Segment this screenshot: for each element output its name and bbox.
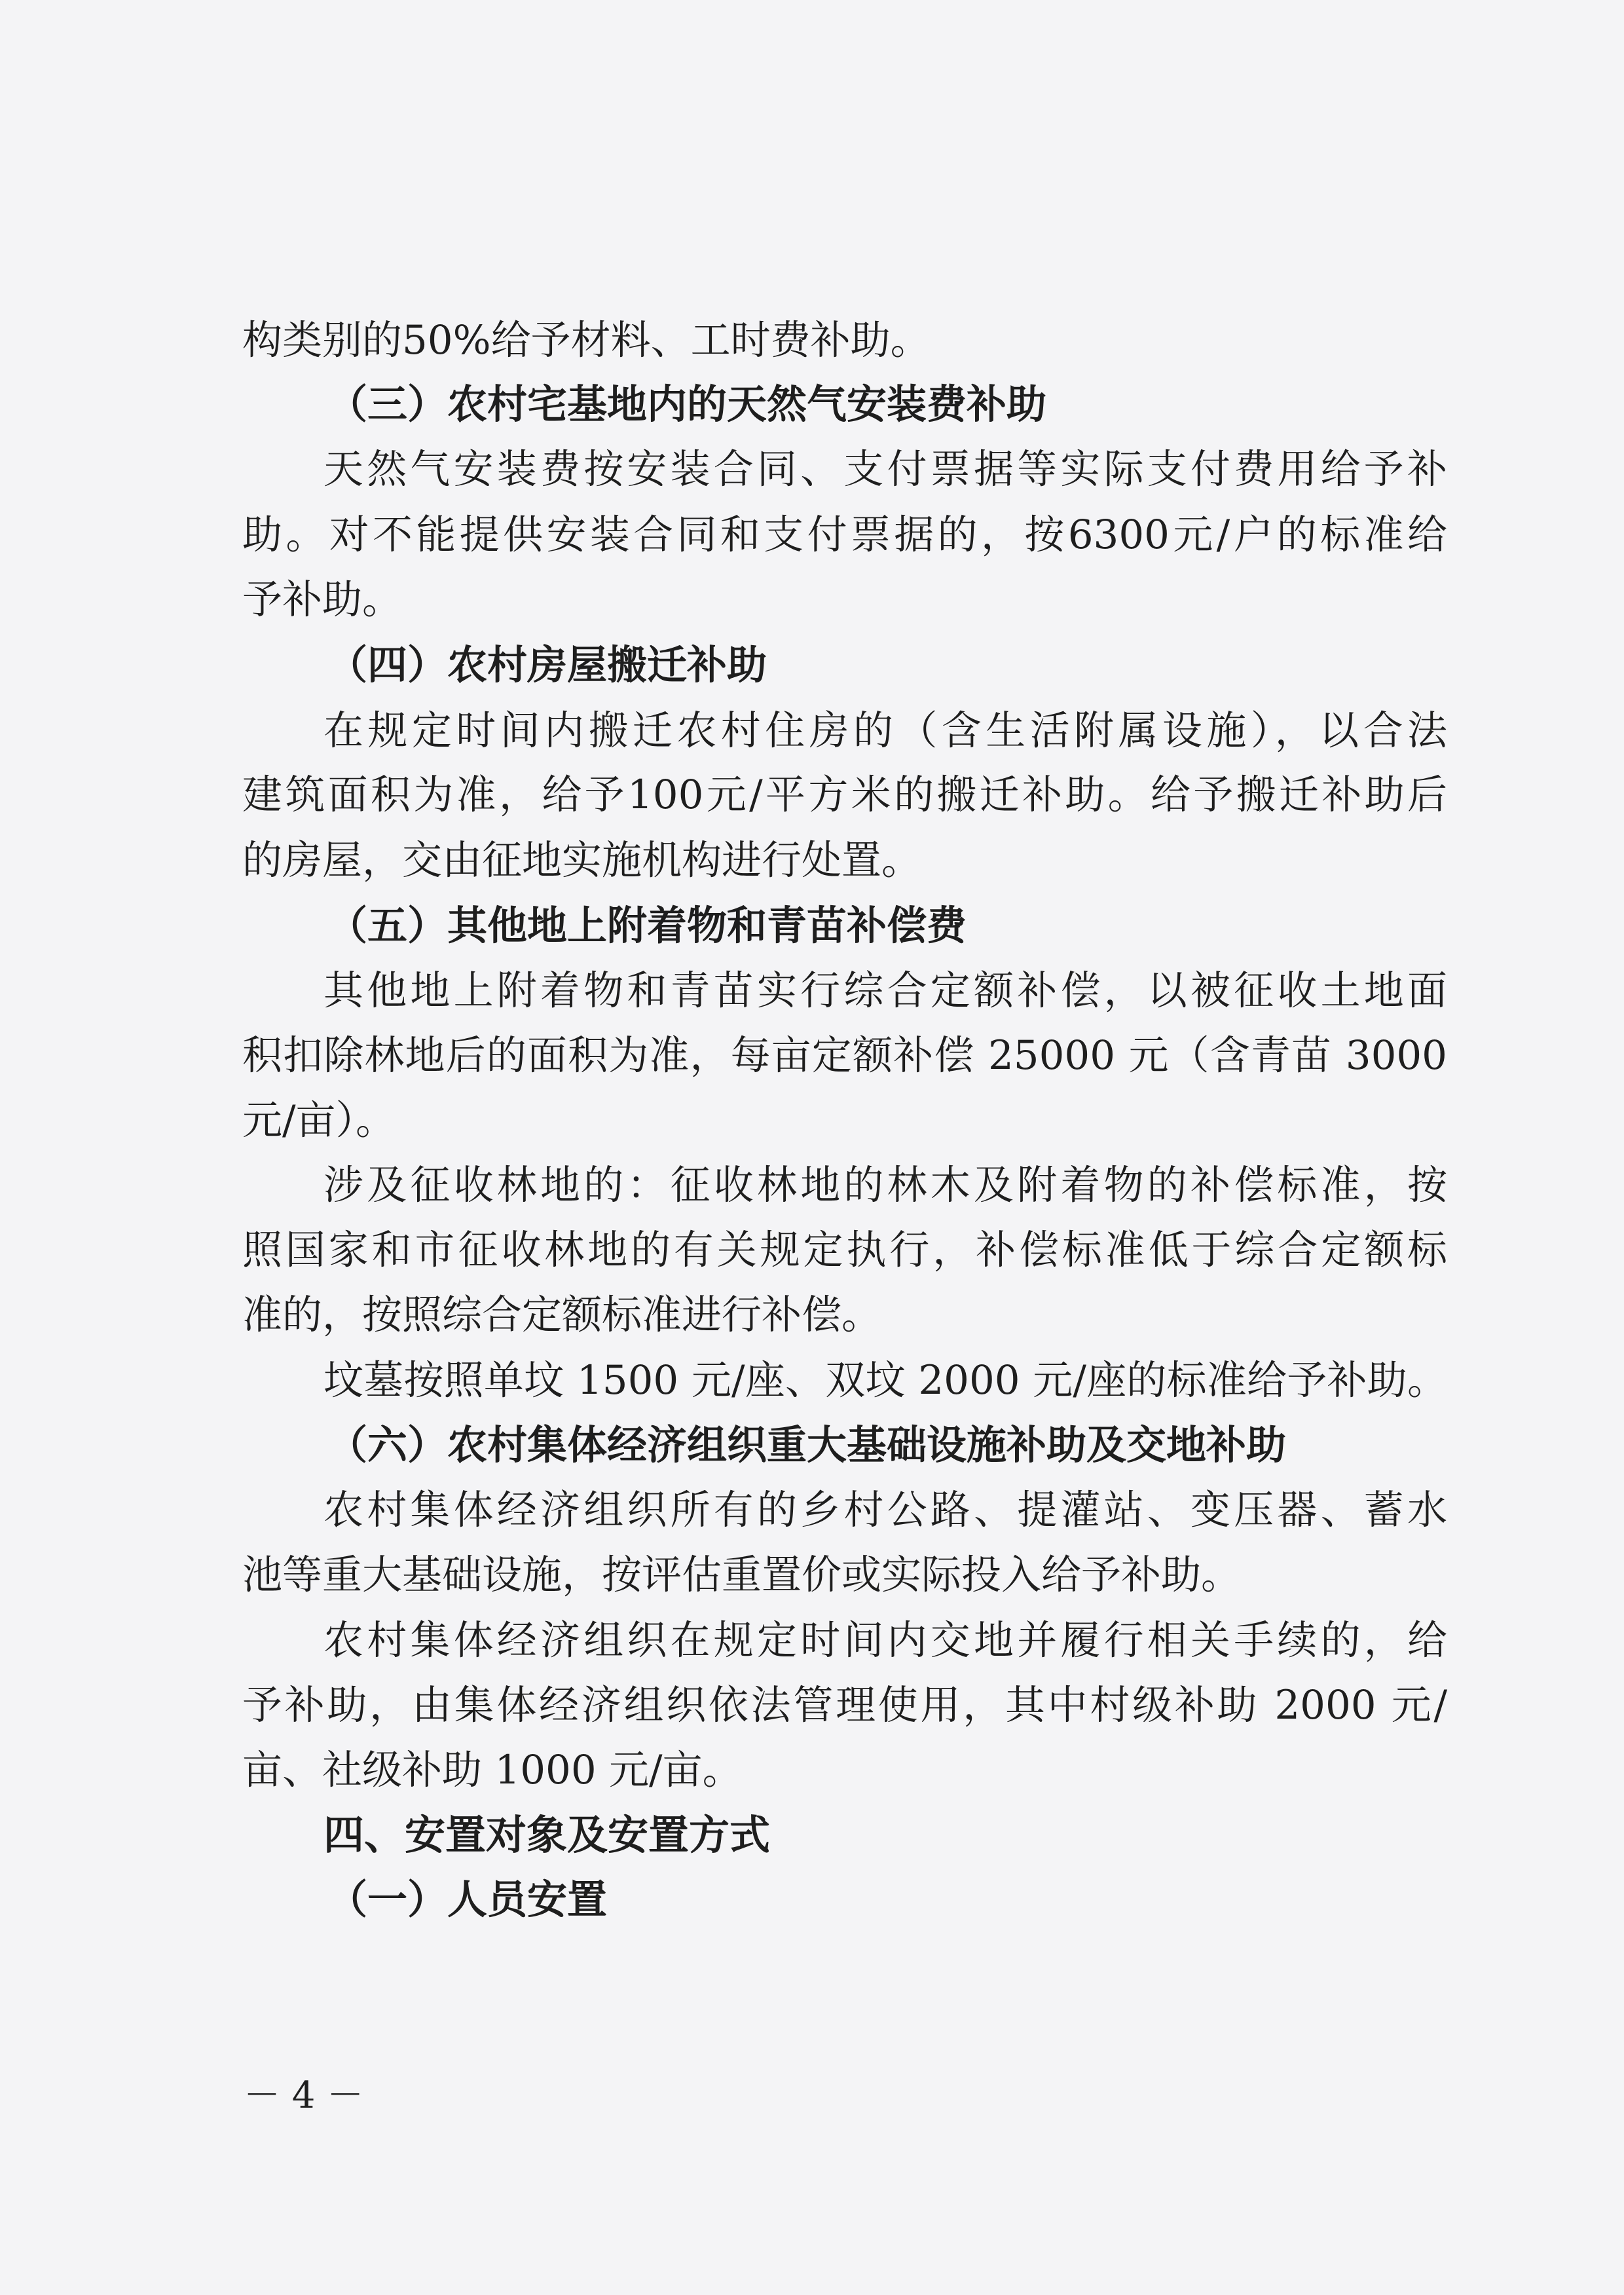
- section-heading: （三）农村宅基地内的天然气安装费补助: [327, 381, 1047, 428]
- text-line: 其他地上附着物和青苗实行综合定额补偿，以被征收土地面: [323, 967, 1447, 1014]
- text-line: 积扣除林地后的面积为准，每亩定额补偿 25000 元（含青苗 3000: [242, 1032, 1447, 1079]
- page-number: － 4 －: [244, 2074, 364, 2117]
- section-heading: （五）其他地上附着物和青苗补偿费: [327, 903, 967, 949]
- text-line: 农村集体经济组织所有的乡村公路、提灌站、变压器、蓄水: [323, 1487, 1447, 1533]
- text-line: 坟墓按照单坟 1500 元/座、双坟 2000 元/座的标准给予补助。: [323, 1357, 1447, 1404]
- text-line: 准的，按照综合定额标准进行补偿。: [242, 1292, 882, 1338]
- text-line: 天然气安装费按安装合同、支付票据等实际支付费用给予补: [323, 446, 1447, 493]
- section-heading: （六）农村集体经济组织重大基础设施补助及交地补助: [327, 1422, 1287, 1468]
- text-line: 涉及征收林地的：征收林地的林木及附着物的补偿标准，按: [323, 1162, 1447, 1208]
- text-line: 构类别的50%给予材料、工时费补助。: [242, 317, 931, 364]
- text-line: 建筑面积为准，给予100元/平方米的搬迁补助。给予搬迁补助后: [242, 772, 1447, 818]
- text-line: 池等重大基础设施，按评估重置价或实际投入给予补助。: [242, 1552, 1242, 1598]
- text-line: 元/亩）。: [242, 1097, 396, 1144]
- text-line: 在规定时间内搬迁农村住房的（含生活附属设施），以合法: [323, 707, 1447, 754]
- text-line: 予补助，由集体经济组织依法管理使用，其中村级补助 2000 元/: [242, 1682, 1447, 1728]
- chapter-heading: 四、安置对象及安置方式: [323, 1811, 771, 1859]
- text-line: 亩、社级补助 1000 元/亩。: [242, 1747, 743, 1793]
- text-line: 农村集体经济组织在规定时间内交地并履行相关手续的，给: [323, 1617, 1447, 1664]
- section-heading: （四）农村房屋搬迁补助: [327, 642, 767, 688]
- text-line: 予补助。: [242, 576, 403, 623]
- section-heading: （一）人员安置: [327, 1876, 608, 1923]
- text-line: 照国家和市征收林地的有关规定执行，补偿标准低于综合定额标: [242, 1227, 1447, 1273]
- text-line: 助。对不能提供安装合同和支付票据的，按6300元/户的标准给: [242, 512, 1447, 558]
- text-line: 的房屋，交由征地实施机构进行处置。: [242, 837, 922, 884]
